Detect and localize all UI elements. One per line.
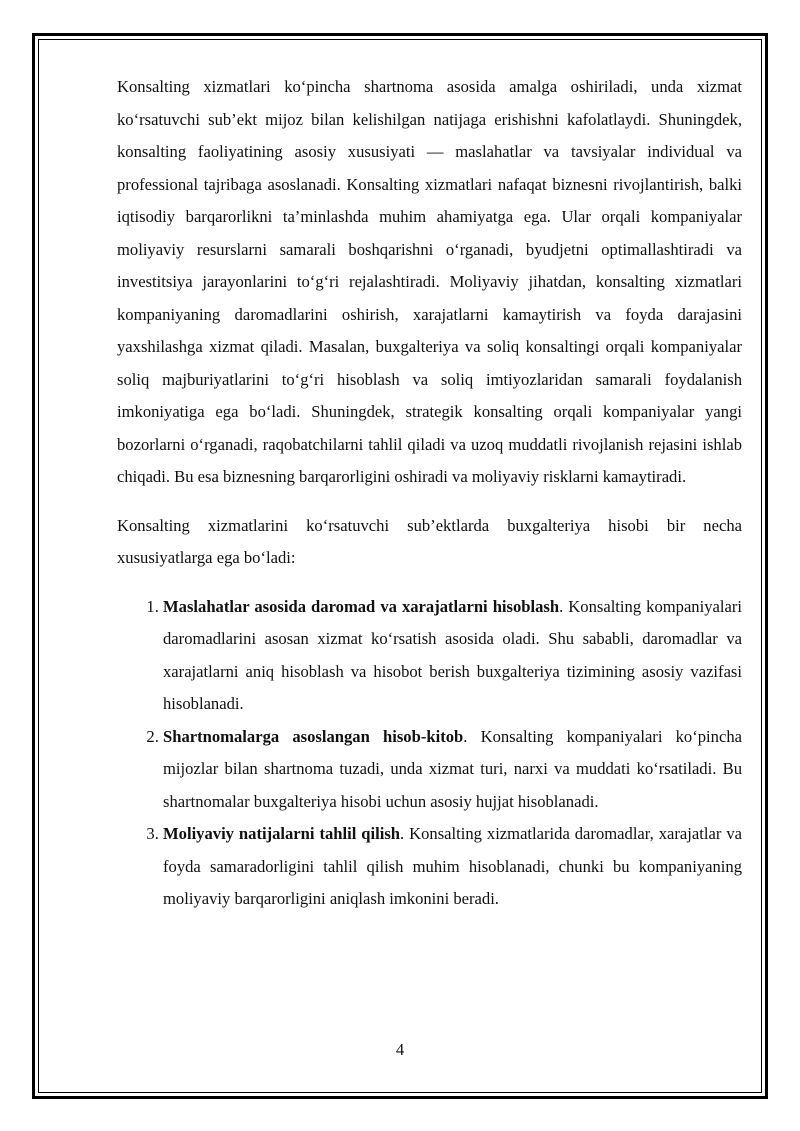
list-item	[163, 818, 742, 916]
document-body	[117, 71, 742, 916]
list-item-text: . Konsalting kompaniyalari daromadlarini asosan xizmat ko‘rsatish asosida oladi. Shu sababli, daromadlar va xarajatlarni aniq hisoblash va hisobot berish buxgalteriya tizimining asosiy vazifasi hisoblanadi.	[163, 596, 742, 713]
list-item-text: . Konsalting kompaniyalari ko‘pincha mijozlar bilan shartnoma tuzadi, unda xizmat turi, narxi va muddati ko‘rsatiladi. Bu shartnomalar buxgalteriya hisobi uchun asosiy hujjat hisoblanadi.	[163, 726, 742, 811]
list-item-title: Moliyaviy natijalarni tahlil qilish	[163, 824, 401, 843]
accounting-features-list	[117, 591, 742, 916]
list-item-title: Maslahatlar asosida daromad va xarajatlarni hisoblash	[163, 596, 560, 616]
list-item-text: . Konsalting xizmatlarida daromadlar, xarajatlar va foyda samaradorligini tahlil qilish muhim hisoblanadi, chunki bu kompaniyaning moliyaviy barqarorligini aniqlash imkonini beradi.	[163, 824, 742, 908]
list-item	[163, 721, 742, 819]
paragraph-accounting-features-intro: Konsalting xizmatlarini ko‘rsatuvchi sub’ektlarda buxgalteriya hisobi bir necha xususiyatlarga ega bo‘ladi:	[117, 515, 742, 567]
list-item-title: Shartnomalarga asoslangan hisob-kitob	[163, 726, 464, 746]
page-number: 4	[395, 1040, 405, 1059]
list-item	[163, 591, 742, 721]
paragraph-consulting-overview: Konsalting xizmatlari ko‘pincha shartnoma asosida amalga oshiriladi, unda xizmat ko‘rsatuvchi sub’ekt mijoz bilan kelishilgan natijaga erishishni kafolatlaydi. Shuningdek, konsalting faoliyatining asosiy xususiyati — maslahatlar va tavsiyalar individual va professional tajribaga asoslanadi. Konsalting xizmatlari nafaqat biznesni rivojlantirish, balki iqtisodiy barqarorlikni ta’minlashda muhim ahamiyatga ega. Ular orqali kompaniyalar moliyaviy resurslarni samarali boshqarishni o‘rganadi, byudjetni optimallashtiradi va investitsiya jarayonlarini to‘g‘ri rejalashtiradi. Moliyaviy jihatdan, konsalting xizmatlari kompaniyaning daromadlarini oshirish, xarajatlarni kamaytirish va foyda darajasini yaxshilashga xizmat qiladi. Masalan, buxgalteriya va soliq konsaltingi orqali kompaniyalar soliq majburiyatlarini to‘g‘ri hisoblash va soliq imtiyozlaridan samarali foydalanish imkoniyatiga ega bo‘ladi. Shuningdek, strategik konsalting orqali kompaniyalar yangi bozorlarni o‘rganadi, raqobatchilarni tahlil qiladi va uzoq muddatli rivojlanish rejasini ishlab chiqadi. Bu esa biznesning barqarorligini oshiradi va moliyaviy risklarni kamaytiradi.	[117, 77, 742, 486]
